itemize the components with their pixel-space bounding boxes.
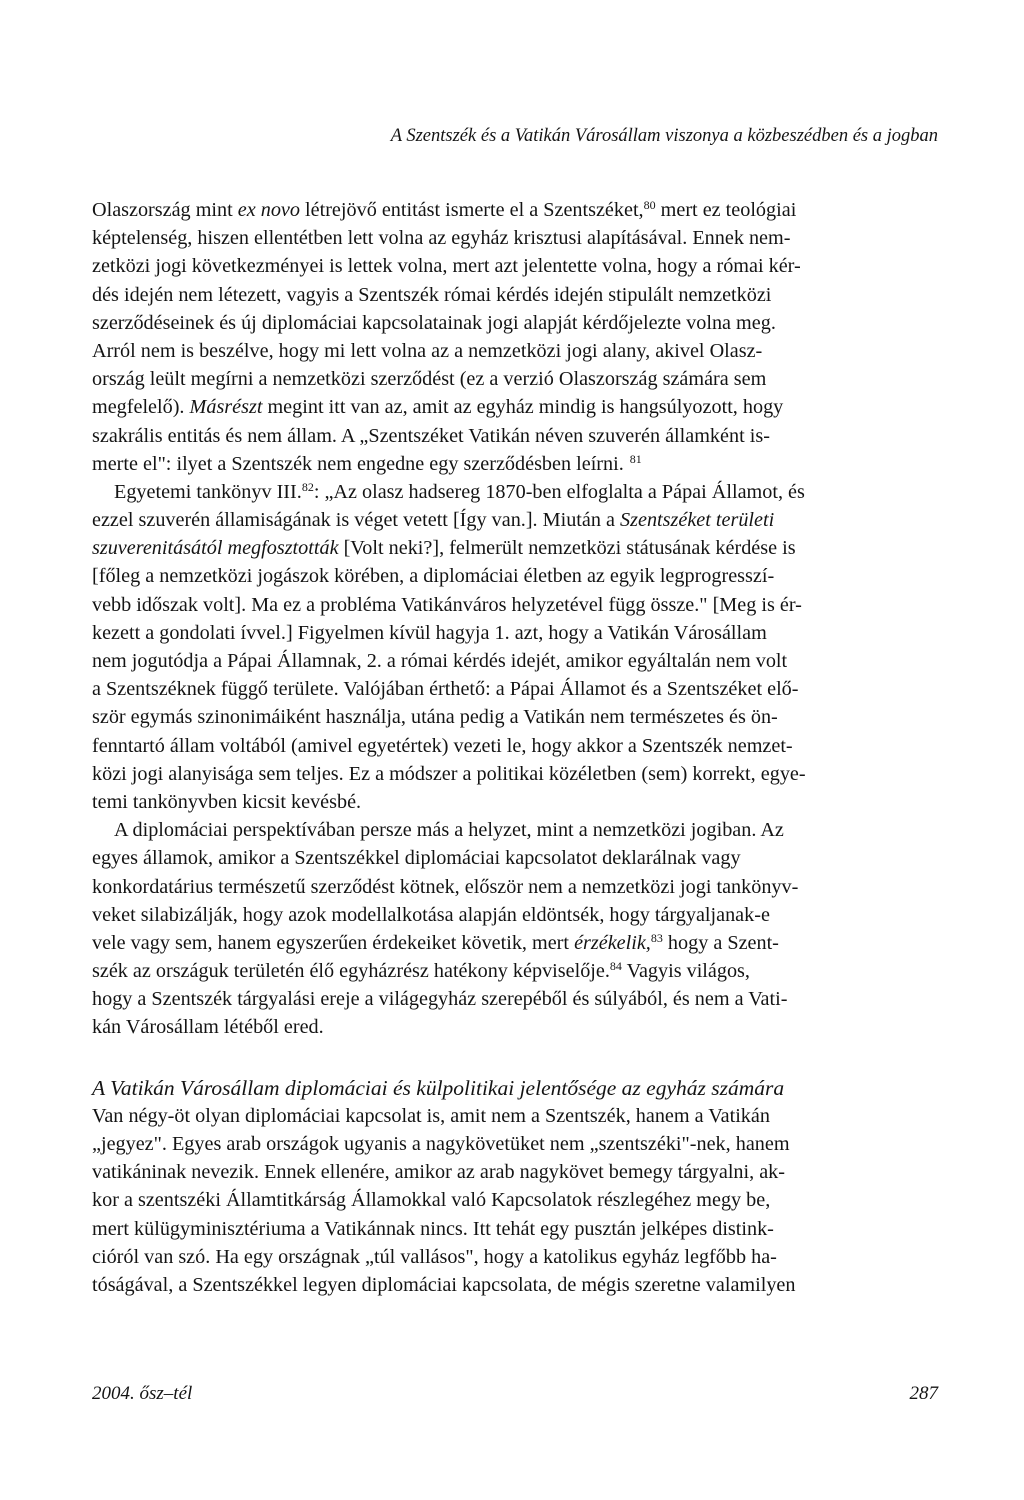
text-line: egyes államok, amikor a Szentszékkel diplomáciai kapcsolatot deklarálnak vagy	[92, 847, 741, 870]
text-line: Arról nem is beszélve, hogy mi lett volna az a nemzetközi jogi alany, akivel Olasz-	[92, 339, 763, 362]
text-line: szerződéseinek és új diplomáciai kapcsolatainak jogi alapját kérdőjelezte volna meg.	[92, 311, 776, 334]
text-line: fenntartó állam voltából (amivel egyetértek) vezeti le, hogy akkor a Szentszék nemzet-	[92, 734, 793, 757]
running-header: A Szentszék és a Vatikán Városállam viszonya a közbeszédben és a jogban	[390, 126, 938, 146]
footnote-ref: 83	[650, 930, 663, 945]
text-line: kor a szentszéki Államtitkárság Államokkal való Kapcsolatok részlegéhez megy be,	[92, 1189, 771, 1212]
text-line: a Szentszéknek függő területe. Valójában érthető: a Pápai Államot és a Szentszéket elő-	[92, 678, 799, 701]
text-line: megfelelő). Másrészt megint itt van az, amit az egyház mindig is hangsúlyozott, hogy	[92, 396, 784, 419]
footnote-ref: 84	[609, 959, 622, 974]
text-line: [főleg a nemzetközi jogászok körében, a diplomáciai életben az egyik legprogresszí-	[92, 565, 775, 588]
text-line: nem jogutódja a Pápai Államnak, 2. a római kérdés idejét, amikor egyáltalán nem volt	[92, 650, 788, 672]
text-line: közi jogi alanyisága sem teljes. Ez a módszer a politikai közéletben (sem) korrekt, egye-	[92, 762, 806, 785]
text-line: mert külügyminisztériuma a Vatikánnak nincs. Itt tehát egy pusztán jelképes distink-	[92, 1217, 774, 1240]
text-line: A diplomáciai perspektívában persze más a helyzet, mint a nemzetközi jogiban. Az	[114, 819, 784, 842]
text-line: Van négy-öt olyan diplomáciai kapcsolat is, amit nem a Szentszék, hanem a Vatikán	[92, 1104, 770, 1127]
text-line: ször egymás szinonimáiként használja, utána pedig a Vatikán nem természetes és ön-	[92, 706, 778, 729]
text-line: Olaszország mint ex novo létrejövő entitást ismerte el a Szentszéket,$^{80}$ mert ez teológiai	[92, 198, 797, 221]
text-line: Egyetemi tankönyv III.$^{82}$: „Az olasz hadsereg 1870-ben elfoglalta a Pápai Államot, és	[114, 479, 805, 503]
text-line: képtelenség, hiszen ellentétben lett volna az egyház krisztusi alapításával. Ennek nem-	[92, 227, 791, 250]
text-line: ország leült megírni a nemzetközi szerződést (ez a verzió Olaszország számára sem	[92, 368, 767, 391]
text-line: kán Városállam létéből ered.	[92, 1016, 324, 1039]
text-line: vebb időszak volt]. Ma ez a probléma Vatikánváros helyzetével függ össze." [Meg is ér-	[92, 593, 802, 616]
text-line: vatikáninak nevezik. Ennek ellenére, amikor az arab nagykövet bemegy tárgyalni, ak-	[92, 1161, 785, 1184]
text-line: „jegyez". Egyes arab országok ugyanis a nagykövetüket nem „szentszéki"-nek, hanem	[92, 1133, 790, 1155]
text-line: merte el": ilyet a Szentszék nem engedne egy szerződésben leírni. $^{81}$	[92, 451, 642, 475]
section-heading: A Vatikán Városállam diplomáciai és külpolitikai jelentősége az egyház számára	[92, 1075, 785, 1100]
text-line: kezett a gondolati ívvel.] Figyelmen kívül hagyja 1. azt, hogy a Vatikán Városállam	[92, 621, 767, 644]
text-line: vele vagy sem, hanem egyszerűen érdekeiket követik, mert érzékelik,$^{83}$ hogy a Szent-	[92, 930, 779, 954]
text-line: dés idején nem létezett, vagyis a Szentszék római kérdés idején stipulált nemzetközi	[92, 283, 772, 306]
text-line: szakrális entitás és nem állam. A „Szentszéket Vatikán néven szuverén államként is-	[92, 424, 770, 447]
text-line: konkordatárius természetű szerződést kötnek, először nem a nemzetközi jogi tankönyv-	[92, 875, 799, 898]
footnote-ref: 82	[301, 479, 314, 494]
text-line: zetközi jogi következményei is lettek volna, mert azt jelentette volna, hogy a római kér-	[92, 255, 801, 278]
text-line: veket silabizálják, hogy azok modellalkotása alapján eldöntsék, hogy tárgyaljanak-e	[92, 903, 770, 926]
text-line: ezzel szuverén államiságának is véget vetett [Így van.]. Miután a Szentszéket területi	[92, 509, 775, 532]
text-line: tóságával, a Szentszékkel legyen diplomáciai kapcsolata, de mégis szeretne valamilyen	[92, 1273, 796, 1296]
text-line: cióról van szó. Ha egy országnak „túl vallásos", hogy a katolikus egyház legfőbb ha-	[92, 1245, 777, 1268]
text-line: szék az országuk területén élő egyházrész hatékony képviselője.$^{84}$ Vagyis világos,	[92, 959, 750, 983]
text-line: szuverenitásától megfosztották [Volt neki?], felmerült nemzetközi státusának kérdése is	[92, 537, 796, 560]
footnote-ref: 80	[643, 198, 656, 212]
article-body	[92, 196, 938, 1299]
page-number: 287	[909, 1383, 938, 1404]
issue-label: 2004. ősz–tél	[92, 1383, 193, 1404]
footnote-ref: 81	[629, 451, 642, 466]
text-line: temi tankönyvben kicsit kevésbé.	[92, 790, 362, 813]
text-line: hogy a Szentszék tárgyalási ereje a világegyház szerepéből és súlyából, és nem a Vati-	[92, 988, 788, 1011]
